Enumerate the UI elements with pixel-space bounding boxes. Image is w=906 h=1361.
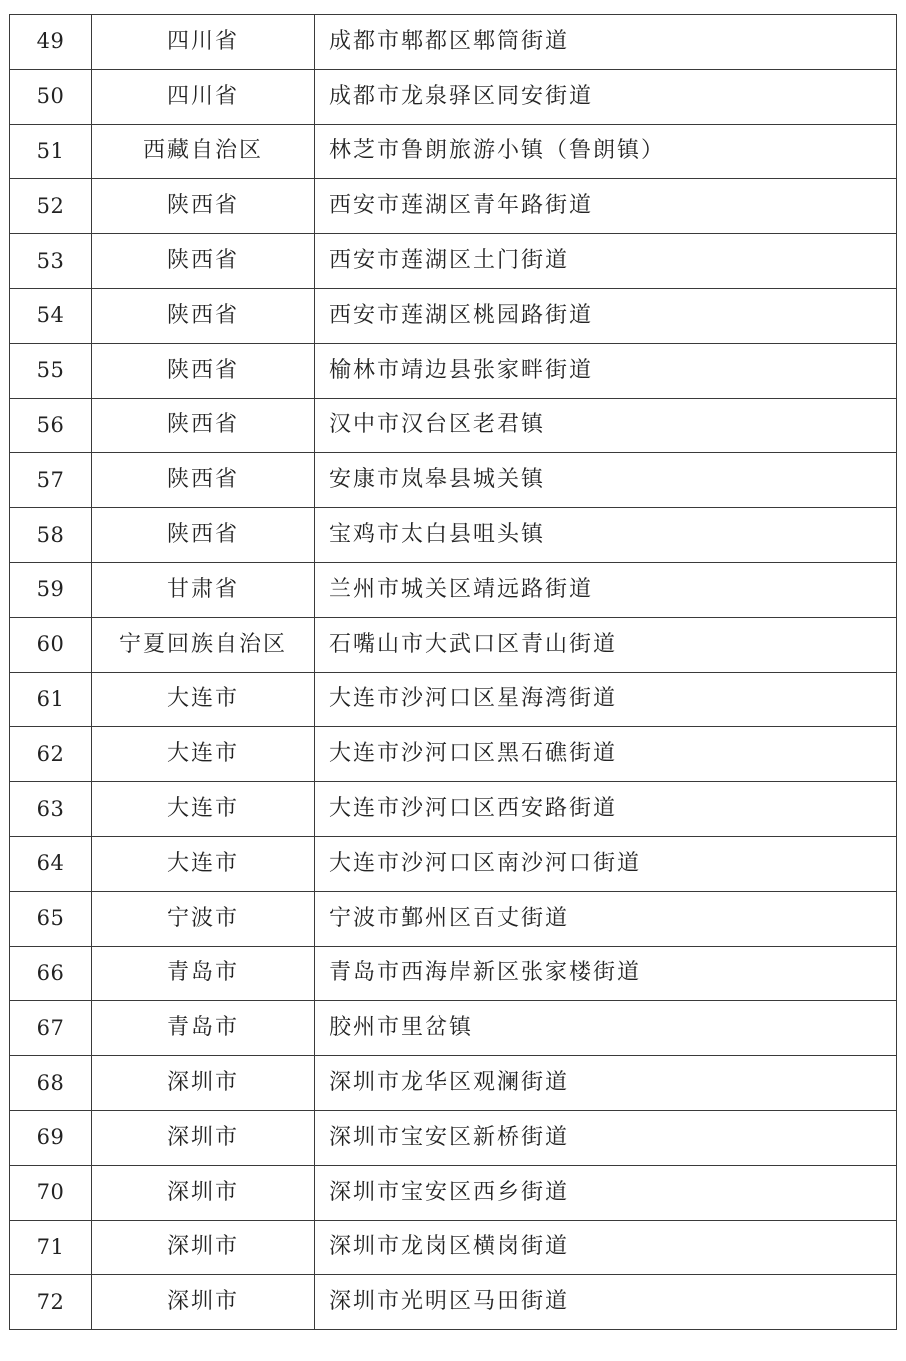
table-row: [10, 562, 897, 617]
street-cell: 深圳市龙华区观澜街道: [315, 1056, 897, 1111]
row-number-cell: 61: [10, 672, 92, 727]
province-cell: 深圳市: [92, 1056, 315, 1111]
province-cell: 青岛市: [92, 1001, 315, 1056]
table-row: [10, 836, 897, 891]
province-cell: 四川省: [92, 69, 315, 124]
row-number-cell: 52: [10, 179, 92, 234]
row-number-cell: 65: [10, 891, 92, 946]
row-number-cell: 54: [10, 288, 92, 343]
province-cell: 西藏自治区: [92, 124, 315, 179]
province-cell: 陕西省: [92, 179, 315, 234]
province-cell: 深圳市: [92, 1110, 315, 1165]
table-row: [10, 617, 897, 672]
province-cell: 陕西省: [92, 288, 315, 343]
table-row: [10, 1165, 897, 1220]
table-row: [10, 727, 897, 782]
province-cell: 大连市: [92, 727, 315, 782]
street-cell: 石嘴山市大武口区青山街道: [315, 617, 897, 672]
street-cell: 深圳市龙岗区横岗街道: [315, 1220, 897, 1275]
province-cell: 甘肃省: [92, 562, 315, 617]
row-number-cell: 70: [10, 1165, 92, 1220]
street-cell: 西安市莲湖区土门街道: [315, 234, 897, 289]
table-row: [10, 179, 897, 234]
street-cell: 深圳市光明区马田街道: [315, 1275, 897, 1330]
province-cell: 大连市: [92, 836, 315, 891]
row-number-cell: 58: [10, 508, 92, 563]
province-cell: 青岛市: [92, 946, 315, 1001]
province-cell: 深圳市: [92, 1165, 315, 1220]
province-cell: 深圳市: [92, 1275, 315, 1330]
street-cell: 深圳市宝安区新桥街道: [315, 1110, 897, 1165]
street-cell: 安康市岚皋县城关镇: [315, 453, 897, 508]
row-number-cell: 69: [10, 1110, 92, 1165]
province-cell: 大连市: [92, 782, 315, 837]
street-cell: 成都市龙泉驿区同安街道: [315, 69, 897, 124]
street-cell: 西安市莲湖区桃园路街道: [315, 288, 897, 343]
province-cell: 陕西省: [92, 508, 315, 563]
row-number-cell: 66: [10, 946, 92, 1001]
table-row: [10, 398, 897, 453]
street-cell: 榆林市靖边县张家畔街道: [315, 343, 897, 398]
table-row: [10, 453, 897, 508]
province-cell: 陕西省: [92, 234, 315, 289]
row-number-cell: 50: [10, 69, 92, 124]
row-number-cell: 72: [10, 1275, 92, 1330]
province-cell: 深圳市: [92, 1220, 315, 1275]
street-cell: 兰州市城关区靖远路街道: [315, 562, 897, 617]
table-row: [10, 124, 897, 179]
street-list-table: [9, 14, 897, 1330]
row-number-cell: 49: [10, 15, 92, 70]
table-row: [10, 782, 897, 837]
street-cell: 汉中市汉台区老君镇: [315, 398, 897, 453]
table-row: [10, 672, 897, 727]
street-cell: 深圳市宝安区西乡街道: [315, 1165, 897, 1220]
row-number-cell: 51: [10, 124, 92, 179]
province-cell: 宁夏回族自治区: [92, 617, 315, 672]
row-number-cell: 67: [10, 1001, 92, 1056]
table-body: [10, 15, 897, 1330]
row-number-cell: 62: [10, 727, 92, 782]
street-cell: 胶州市里岔镇: [315, 1001, 897, 1056]
table-row: [10, 1056, 897, 1111]
table-row: [10, 1110, 897, 1165]
street-cell: 宝鸡市太白县咀头镇: [315, 508, 897, 563]
row-number-cell: 53: [10, 234, 92, 289]
table-row: [10, 69, 897, 124]
row-number-cell: 57: [10, 453, 92, 508]
table-row: [10, 1001, 897, 1056]
street-cell: 大连市沙河口区黑石礁街道: [315, 727, 897, 782]
table-row: [10, 234, 897, 289]
row-number-cell: 64: [10, 836, 92, 891]
street-cell: 成都市郫都区郫筒街道: [315, 15, 897, 70]
province-cell: 四川省: [92, 15, 315, 70]
row-number-cell: 60: [10, 617, 92, 672]
row-number-cell: 68: [10, 1056, 92, 1111]
table-row: [10, 1220, 897, 1275]
street-cell: 宁波市鄞州区百丈街道: [315, 891, 897, 946]
province-cell: 陕西省: [92, 453, 315, 508]
row-number-cell: 55: [10, 343, 92, 398]
row-number-cell: 63: [10, 782, 92, 837]
street-cell: 大连市沙河口区南沙河口街道: [315, 836, 897, 891]
table-row: [10, 15, 897, 70]
province-cell: 陕西省: [92, 398, 315, 453]
row-number-cell: 71: [10, 1220, 92, 1275]
province-cell: 陕西省: [92, 343, 315, 398]
table-row: [10, 508, 897, 563]
table-row: [10, 946, 897, 1001]
row-number-cell: 59: [10, 562, 92, 617]
street-cell: 大连市沙河口区星海湾街道: [315, 672, 897, 727]
table-row: [10, 891, 897, 946]
table-row: [10, 288, 897, 343]
street-cell: 青岛市西海岸新区张家楼街道: [315, 946, 897, 1001]
street-cell: 大连市沙河口区西安路街道: [315, 782, 897, 837]
street-cell: 林芝市鲁朗旅游小镇（鲁朗镇）: [315, 124, 897, 179]
province-cell: 宁波市: [92, 891, 315, 946]
street-cell: 西安市莲湖区青年路街道: [315, 179, 897, 234]
table-row: [10, 343, 897, 398]
table-row: [10, 1275, 897, 1330]
row-number-cell: 56: [10, 398, 92, 453]
province-cell: 大连市: [92, 672, 315, 727]
